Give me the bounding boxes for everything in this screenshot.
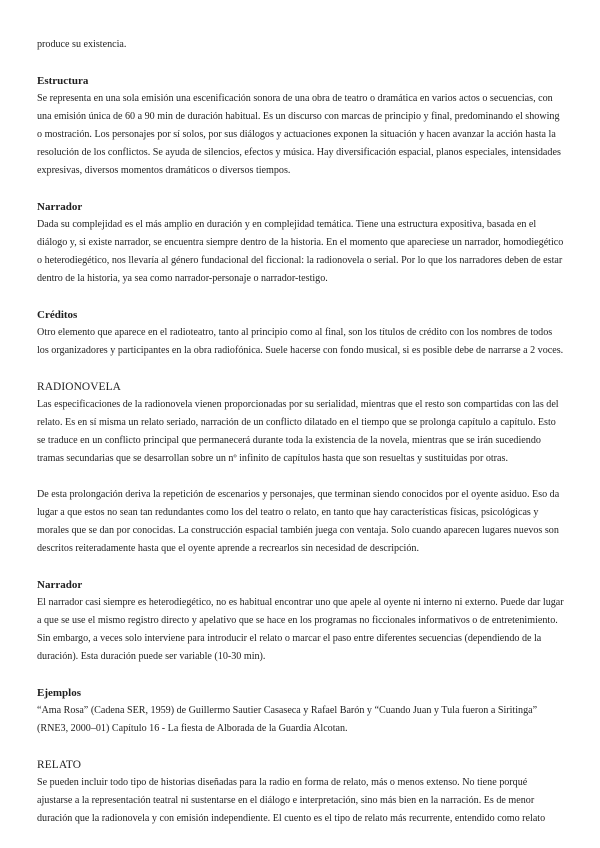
radionovela-narrador-paragraph: El narrador casi siempre es heterodiegético, no es habitual encontrar uno que apele al oyente ni interno ni externo. Puede dar lugar a que se use el mismo registro directo y apelativo que se hace en los programas no ficcionales informativos o de entretenimiento. Sin embargo, a veces solo interviene para introducir el relato o marcar el paso entre diferentes secuencias (dependiendo de la duración). Esta duración puede ser variable (10-30 min). bbox=[37, 597, 564, 662]
radionovela-paragraph-1: Las especificaciones de la radionovela vienen proporcionadas por su serialidad, mientras que el resto son compartidas con las del relato. Es en sí misma un relato seriado, narración de un conflicto dilatado en el tiempo que se prolonga capítulo a capítulo. Esto se traduce en un conflicto principal que permanecerá durante toda la existencia de la novela, mientras que se irán sucediendo tramas secundarias que se desarrollan sobre un nº infinito de capítulos hasta que son resueltas y sustituidas por otras. bbox=[37, 399, 559, 464]
creditos-heading: Créditos bbox=[37, 309, 78, 321]
intro-tail-text: produce su existencia. bbox=[37, 39, 127, 50]
radionovela-narrador-heading: Narrador bbox=[37, 579, 83, 591]
narrador-heading: Narrador bbox=[37, 201, 83, 213]
ejemplos-paragraph: “Ama Rosa” (Cadena SER, 1959) de Guillermo Sautier Casaseca y Rafael Barón y “Cuando Juan y Tula fueron a Siritinga” (RNE3, 2000–01) Capítulo 16 - La fiesta de Alborada de la Guardia Alcotan. bbox=[37, 705, 538, 734]
relato-paragraph: Se pueden incluir todo tipo de historias diseñadas para la radio en forma de relato, más o menos extenso. No tiene porqué ajustarse a la representación teatral ni sustentarse en el diálogo e interpretación, sino más bien en la narración. Es de menor duración que la radionovela y con emisión independiente. El cuento es el tipo de relato más recurrente, entendido como relato bbox=[37, 777, 546, 824]
estructura-heading: Estructura bbox=[37, 75, 89, 87]
relato-heading: RELATO bbox=[37, 759, 82, 771]
estructura-paragraph: Se representa en una sola emisión una escenificación sonora de una obra de teatro o dramática en varios actos o secuencias, con una emisión única de 60 a 90 min de duración habitual. Es un discurso con marcas de principio y final, predominando el showing o mostración. Los personajes por sí solos, por sus diálogos y actuaciones exponen la situación y hacen avanzar la acción hasta la resolución de los conflictos. Se ayuda de silencios, efectos y música. Hay diversificación espacial, planos especiales, intensidades expresivas, diversos momentos dramáticos o diversos tiempos. bbox=[37, 93, 561, 176]
radionovela-heading: RADIONOVELA bbox=[37, 381, 121, 393]
ejemplos-heading: Ejemplos bbox=[37, 687, 81, 699]
narrador-paragraph: Dada su complejidad es el más amplio en duración y en complejidad temática. Tiene una estructura expositiva, basada en el diálogo y, si existe narrador, se encuentra siempre dentro de la historia. En el momento que apareciese un narrador, homodiegético o heterodiegético, nos llevaría al género fundacional del ficcional: la radionovela o serial. Por lo que los narradores deben de estar dentro de la historia, ya sea como narrador-personaje o narrador-testigo. bbox=[37, 219, 564, 284]
radionovela-paragraph-2: De esta prolongación deriva la repetición de escenarios y personajes, que terminan siendo conocidos por el oyente asiduo. Eso da lugar a que estos no sean tan redundantes como los del teatro o relato, en tanto que hay características físicas, psicológicas y morales que se dan por conocidas. La construcción espacial también juega con ventaja. Solo cuando aparecen lugares nuevos son descritos reiteradamente hasta que el oyente aprende a recrearlos sin necesidad de descripción. bbox=[37, 489, 560, 554]
creditos-paragraph: Otro elemento que aparece en el radioteatro, tanto al principio como al final, son los títulos de crédito con los nombres de todos los organizadores y participantes en la obra radiofónica. Suele hacerse con fondo musical, si es posible debe de narrarse a 2 voces. bbox=[37, 327, 564, 356]
document-page bbox=[37, 36, 565, 828]
